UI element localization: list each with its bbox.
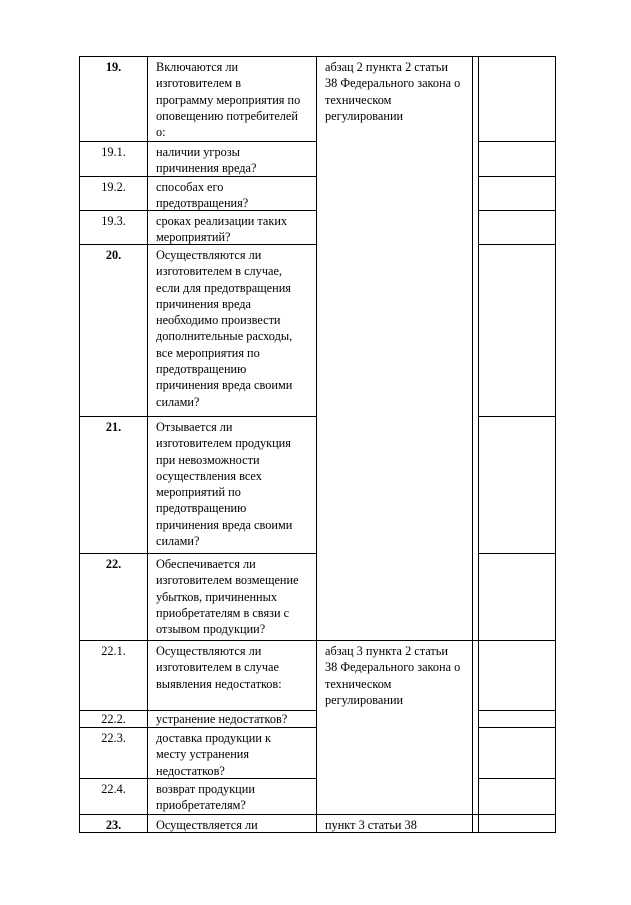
row-number: 19.2. bbox=[101, 180, 126, 194]
row-divider bbox=[79, 640, 556, 641]
table-border bbox=[79, 56, 556, 57]
question-text: устранение недостатков? bbox=[156, 712, 288, 726]
row-divider bbox=[79, 814, 556, 815]
row-number: 19.1. bbox=[101, 145, 126, 159]
question-text: Осуществляются ли изготовителем в случае выявления недостатков: bbox=[156, 644, 282, 691]
row-divider bbox=[478, 416, 556, 417]
question-text: наличии угрозы причинения вреда? bbox=[156, 145, 257, 176]
question-text: доставка продукции к месту устранения недостатков? bbox=[156, 731, 271, 778]
row-divider bbox=[478, 244, 556, 245]
row-number: 21. bbox=[105, 420, 122, 434]
table-border bbox=[316, 56, 317, 833]
legal-reference: абзац 2 пункта 2 статьи 38 Федерального закона о техническом регулировании bbox=[325, 60, 461, 123]
table-border bbox=[79, 832, 556, 833]
table-border bbox=[478, 56, 479, 833]
question-text: способах его предотвращения? bbox=[156, 180, 249, 211]
row-divider bbox=[478, 553, 556, 554]
question-text: Включаются ли изготовителем в программу мероприятия по оповещению потребителей о: bbox=[156, 60, 301, 140]
question-text: Отзывается ли изготовителем продукция при невозможности осуществления всех мероприятий по предотвращению причинения вреда своими силами? bbox=[156, 420, 293, 549]
question-text: Обеспечивается ли изготовителем возмещение убытков, причиненных приобретателям в связи с отзывом продукции? bbox=[156, 557, 299, 637]
row-divider bbox=[478, 710, 556, 711]
row-number: 23. bbox=[105, 818, 122, 832]
table-border bbox=[555, 56, 556, 833]
row-divider bbox=[79, 553, 317, 554]
row-divider bbox=[79, 416, 317, 417]
row-divider bbox=[478, 210, 556, 211]
row-divider bbox=[478, 176, 556, 177]
legal-reference: пункт 3 статьи 38 bbox=[325, 818, 417, 832]
table-border bbox=[472, 56, 473, 833]
question-text: Осуществляется ли bbox=[156, 818, 258, 832]
row-number: 22.3. bbox=[101, 731, 126, 745]
question-text: сроках реализации таких мероприятий? bbox=[156, 214, 288, 245]
row-number: 19.3. bbox=[101, 214, 126, 228]
question-text: возврат продукции приобретателям? bbox=[156, 782, 255, 813]
row-number: 20. bbox=[105, 248, 122, 262]
row-number: 22.1. bbox=[101, 644, 126, 658]
table-border bbox=[147, 56, 148, 833]
legal-reference: абзац 3 пункта 2 статьи 38 Федерального закона о техническом регулировании bbox=[325, 644, 461, 707]
question-text: Осуществляются ли изготовителем в случае, если для предотвращения причинения вреда необходимо произвести дополнительные расходы, все мероприятия по предотвращению причинения вреда своими силами? bbox=[156, 248, 293, 409]
row-divider bbox=[478, 727, 556, 728]
row-divider bbox=[478, 778, 556, 779]
row-divider bbox=[478, 141, 556, 142]
row-number: 22. bbox=[105, 557, 122, 571]
row-divider bbox=[79, 141, 317, 142]
row-number: 22.2. bbox=[101, 712, 126, 726]
row-number: 19. bbox=[105, 60, 122, 74]
row-number: 22.4. bbox=[101, 782, 126, 796]
